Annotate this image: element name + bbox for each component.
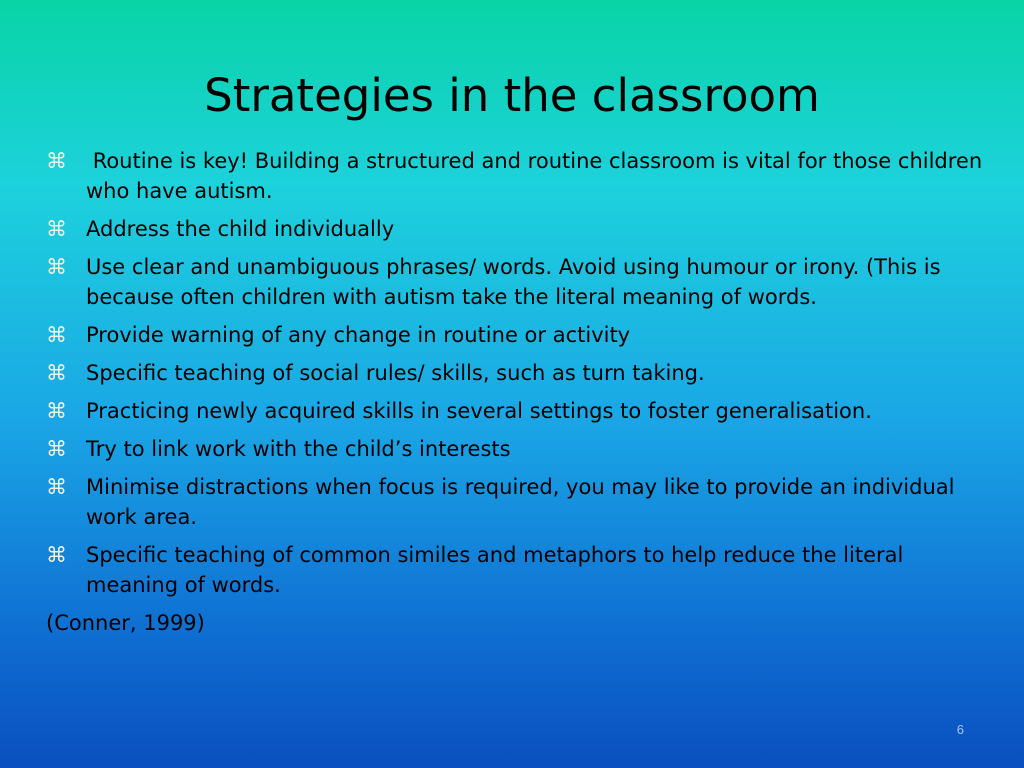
command-key-icon: ⌘ <box>46 149 67 173</box>
bullet-text: Minimise distractions when focus is required, you may like to provide an individual work area. <box>86 475 955 529</box>
bullet-item <box>46 214 996 244</box>
bullet-text: Use clear and unambiguous phrases/ words. Avoid using humour or irony. (This is because often children with autism take the literal meaning of words. <box>86 255 941 309</box>
command-key-icon: ⌘ <box>46 475 67 499</box>
bullet-item <box>46 396 996 426</box>
bullet-item <box>46 320 996 350</box>
bullet-item <box>46 472 996 532</box>
bullet-text: Provide warning of any change in routine or activity <box>86 323 631 347</box>
bullet-text: Routine is key! Building a structured and routine classroom is vital for those children who have autism. <box>86 149 989 203</box>
bullet-item <box>46 252 996 312</box>
command-key-icon: ⌘ <box>46 323 67 347</box>
bullet-item <box>46 358 996 388</box>
command-key-icon: ⌘ <box>46 361 67 385</box>
bullet-text: Specific teaching of social rules/ skills, such as turn taking. <box>86 361 705 385</box>
bullet-text: Address the child individually <box>86 217 395 241</box>
bullet-item <box>46 540 996 600</box>
command-key-icon: ⌘ <box>46 543 67 567</box>
bullet-item <box>46 434 996 464</box>
command-key-icon: ⌘ <box>46 217 67 241</box>
bullet-text: Specific teaching of common similes and metaphors to help reduce the literal meaning of words. <box>86 543 904 597</box>
bullet-text: Practicing newly acquired skills in several settings to foster generalisation. <box>86 399 872 423</box>
command-key-icon: ⌘ <box>46 399 67 423</box>
bullet-text: Try to link work with the child’s interests <box>86 437 511 461</box>
command-key-icon: ⌘ <box>46 255 67 279</box>
command-key-icon: ⌘ <box>46 437 67 461</box>
bullet-item <box>46 146 996 206</box>
slide-title: Strategies in the classroom <box>204 69 820 122</box>
bullet-list <box>46 146 996 600</box>
page-number: 6 <box>956 722 964 737</box>
slide-content <box>46 146 996 638</box>
citation: (Conner, 1999) <box>46 611 205 635</box>
